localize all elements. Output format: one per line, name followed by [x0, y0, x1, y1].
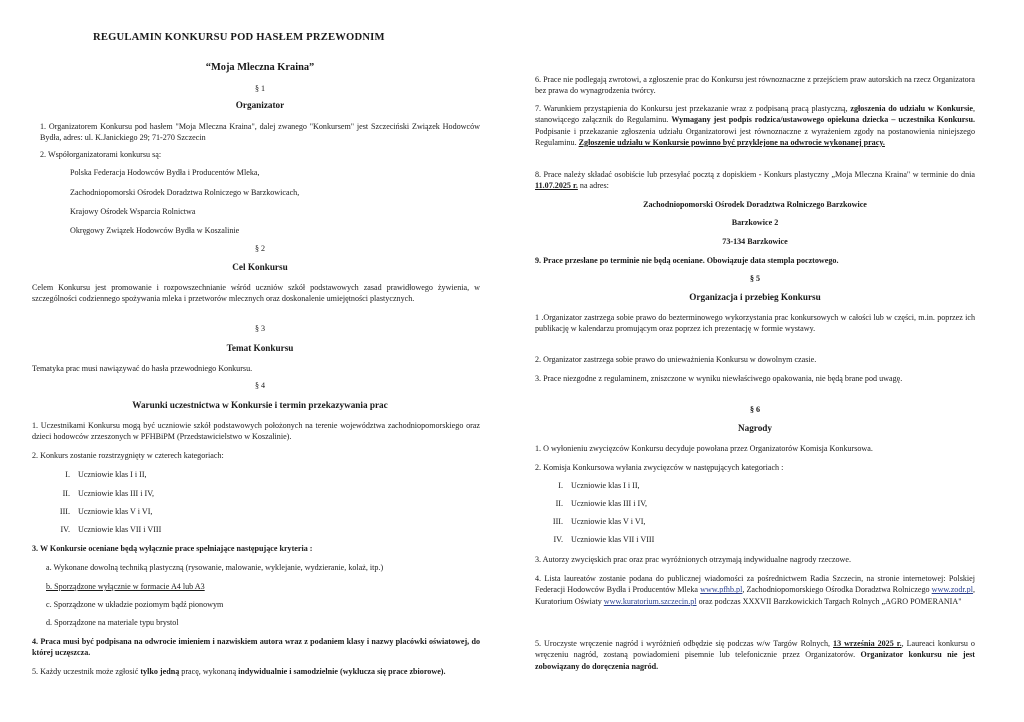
section-1-number: § 1: [254, 84, 266, 93]
section-4-number: § 4: [254, 381, 266, 390]
paragraph-no-return: 6. Prace nie podlegają zwrotowi, a zgłoszenie prac do Konkursu jest równoznaczne z przejściem praw autorskich na rzecz Organizatora bez prawa do wynagrodzenia twórcy.: [535, 75, 975, 96]
paragraph-coorganizers: 2. Współorganizatorami konkursu są:: [40, 150, 162, 159]
paragraph-deadline: 9. Prace przesłane po terminie nie będą oceniane. Obowiązuje data stempla pocztowego.: [535, 256, 839, 265]
address-line: 73-134 Barzkowice: [722, 237, 788, 246]
section-6-number: § 6: [749, 405, 761, 414]
paragraph-participants: 1. Uczestnikami Konkursu mogą być uczniowie szkół podstawowych położonych na terenie województwa zachodniopomorskiego oraz dzieci hodowców zrzeszonych w PFHBiPM (Przedstawicielstwo w Koszalinie).: [32, 421, 480, 442]
category-item: IV. Uczniowie klas VII i VIII: [60, 525, 162, 534]
section-5-number: § 5: [749, 274, 761, 283]
paragraph-categories-intro: 2. Konkurs zostanie rozstrzygnięty w czterech kategoriach:: [32, 451, 224, 460]
section-2-number: § 2: [254, 244, 266, 253]
address-line: Zachodniopomorski Ośrodek Doradztwa Rolniczego Barzkowice: [643, 200, 867, 209]
criteria-item: c. Sporządzone w układzie poziomym bądź pionowym: [46, 600, 224, 609]
section-6-heading: Nagrody: [737, 423, 773, 433]
paragraph-cancellation: 2. Organizator zastrzega sobie prawo do unieważnienia Konkursu w dowolnym czasie.: [535, 355, 817, 364]
link-zodr[interactable]: www.zodr.pl: [931, 585, 973, 595]
paragraph-theme: Tematyka prac musi nawiązywać do hasła przewodniego Konkursu.: [32, 364, 253, 373]
category-item: II. Uczniowie klas III i IV,: [555, 499, 648, 508]
category-item: II. Uczniowie klas III i IV,: [62, 489, 155, 498]
criteria-item: b. Sporządzone wyłącznie w formacie A4 lub A3: [46, 582, 205, 591]
address-line: Barzkowice 2: [731, 218, 779, 227]
category-item: III. Uczniowie klas V i VI,: [552, 517, 646, 526]
category-item: IV. Uczniowie klas VII i VIII: [553, 535, 655, 544]
criteria-item: d. Sporządzone na materiale typu brystol: [46, 618, 179, 627]
paragraph-signature: 4. Praca musi być podpisana na odwrocie imieniem i nazwiskiem autora wraz z podaniem klasy i nazwy placówki oświatowej, do której uczęszcza.: [32, 637, 480, 658]
coorganizer-item: Polska Federacja Hodowców Bydła i Producentów Mleka,: [70, 168, 260, 177]
paragraph-goal: Celem Konkursu jest promowanie i rozpowszechnianie wśród uczniów szkół podstawowych zasad prawidłowego żywienia, w szczególności codziennego spożywania mleka i przetworów mlecznych oraz doskonalenie umiejętności plastycznych.: [32, 283, 480, 304]
section-1-heading: Organizator: [235, 100, 285, 110]
criteria-item: a. Wykonane dowolną techniką plastyczną (rysowanie, malowanie, wyklejanie, wydzieranie, kolaż, itp.): [46, 563, 384, 572]
link-pfhb[interactable]: www.pfhb.pl: [700, 585, 743, 595]
paragraph-delivery: 8. Prace należy składać osobiście lub przesyłać pocztą z dopiskiem - Konkurs plastyczny „Moja Mleczna Kraina" w terminie do dnia 11.07.2025 r. na adres:: [535, 170, 975, 191]
coorganizer-item: Krajowy Ośrodek Wsparcia Rolnictwa: [70, 207, 196, 216]
paragraph-award-categories: 2. Komisja Konkursowa wyłania zwycięzców w następujących kategoriach :: [535, 463, 784, 472]
paragraph-laureates: 4. Lista laureatów zostanie podana do publicznej wiadomości za pośrednictwem Radia Szczecin, na stronie internetowej: Polskiej Federacji Hodowców Bydła i Producentów Mleka www.pfhb.pl, Zachodniopomorskiego Ośrodka Doradztwa Rolniczego www.zodr.pl, Kuratorium Oświaty www.kuratorium.szczecin.pl oraz podczas XXXVII Barzkowickich Targach Rolnych „AGRO POMERANIA": [535, 574, 975, 606]
link-kuratorium[interactable]: www.kuratorium.szczecin.pl: [603, 596, 697, 606]
contest-slogan: “Moja Mleczna Kraina”: [205, 62, 315, 73]
category-item: I. Uczniowie klas I i II,: [558, 481, 640, 490]
paragraph-usage-rights: 1 .Organizator zastrzega sobie prawo do bezterminowego wykorzystania prac konkursowych w całości lub w części, m.in. poprzez ich publikację w kalendarzu promującym oraz poprzez ich prezentację w formie wystawy.: [535, 313, 975, 334]
paragraph-criteria: 3. W Konkursie oceniane będą wyłącznie prace spełniające następujące kryteria :: [32, 544, 313, 553]
paragraph-single-work: 5. Każdy uczestnik może zgłosić tylko jedną pracę, wykonaną indywidualnie i samodzielnie (wyklucza się prace zbiorowe).: [32, 667, 446, 676]
coorganizer-item: Zachodniopomorski Ośrodek Doradztwa Rolniczego w Barzkowicach,: [70, 188, 300, 197]
paragraph-organizer: 1. Organizatorem Konkursu pod hasłem "Moja Mleczna Kraina", dalej zwanego "Konkursem" jest Szczeciński Związek Hodowców Bydła, adres: ul. K.Janickiego 29; 71-270 Szczecin: [40, 122, 480, 143]
document-title: REGULAMIN KONKURSU POD HASŁEM PRZEWODNIM: [93, 32, 385, 43]
section-2-heading: Cel Konkursu: [232, 262, 288, 272]
category-item: III. Uczniowie klas V i VI,: [59, 507, 153, 516]
coorganizer-item: Okręgowy Związek Hodowców Bydła w Koszalinie: [70, 226, 240, 235]
category-item: I. Uczniowie klas I i II,: [65, 470, 147, 479]
paragraph-application: 7. Warunkiem przystąpienia do Konkursu jest przekazanie wraz z podpisaną pracą plastyczną, zgłoszenia do udziału w Konkursie, stanowiącego załącznik do Regulaminu. Wymagany jest podpis rodzica/ustawowego opiekuna dziecka – uczestnika Konkursu. Podpisanie i przekazanie zgłoszenia udziału Organizatorowi jest równoznaczne z wyrażeniem zgody na postanowienia niniejszego Regulaminu. Zgłoszenie udziału w Konkursie powinno być przyklejone na odwrocie wykonanej pracy.: [535, 104, 975, 147]
paragraph-ceremony: 5. Uroczyste wręczenie nagród i wyróżnień odbędzie się podczas w/w Targów Rolnych, 13 września 2025 r., Laureaci konkursu o wręczeniu nagród, zostaną powiadomieni pisemnie lub telefonicznie przez Organizatorów. Organizator konkursu nie jest zobowiązany do doręczenia nagród.: [535, 639, 976, 671]
paragraph-jury: 1. O wyłonieniu zwycięzców Konkursu decyduje powołana przez Organizatorów Komisja Konkursowa.: [535, 444, 873, 453]
paragraph-noncompliant: 3. Prace niezgodne z regulaminem, zniszczone w wyniku niewłaściwego opakowania, nie będą brane pod uwagę.: [535, 374, 903, 383]
paragraph-prizes: 3. Autorzy zwycięskich prac oraz prac wyróżnionych otrzymają indywidualne nagrody rzeczowe.: [535, 555, 851, 564]
section-5-heading: Organizacja i przebieg Konkursu: [689, 292, 821, 302]
section-3-heading: Temat Konkursu: [226, 343, 294, 353]
section-3-number: § 3: [254, 324, 266, 333]
section-4-heading: Warunki uczestnictwa w Konkursie i termin przekazywania prac: [132, 400, 388, 410]
